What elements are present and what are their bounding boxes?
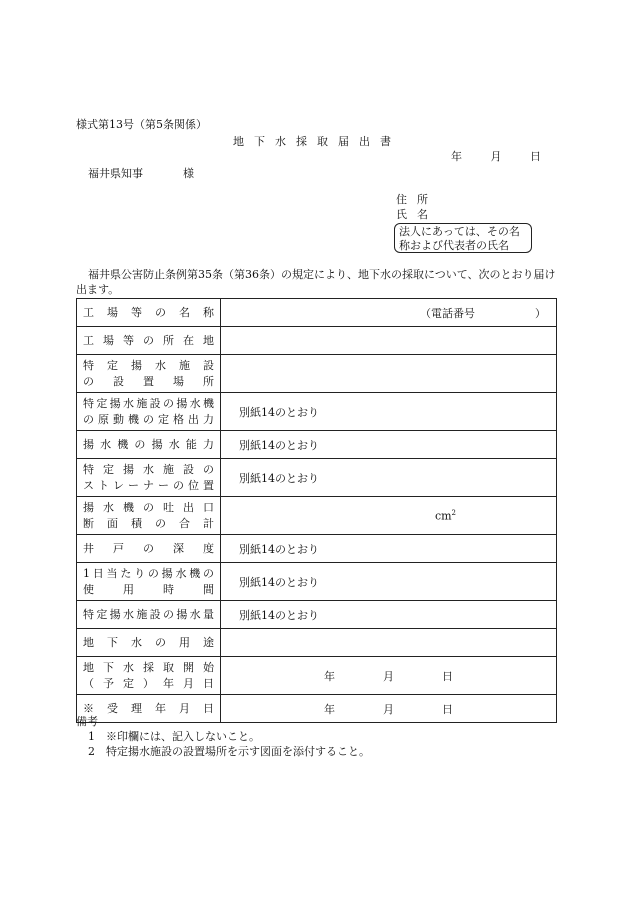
- table-row: [77, 327, 557, 355]
- factory-location-field[interactable]: [221, 327, 557, 355]
- table-row: [77, 657, 557, 695]
- row-label: [77, 393, 221, 431]
- row-label-line1: 1日当たりの揚水機の: [83, 566, 214, 580]
- usage-hours-value[interactable]: 別紙14のとおり: [221, 563, 557, 601]
- form-number: 様式第13号（第5条関係）: [76, 118, 207, 131]
- row-label: 工場等の所在地: [77, 327, 221, 355]
- row-label-line1: 地下水採取開始: [83, 660, 214, 674]
- row-label-line2: （予定）年月日: [83, 676, 214, 690]
- honorific: 様: [183, 167, 194, 180]
- table-row: [77, 355, 557, 393]
- start-date-field[interactable]: [221, 657, 557, 695]
- row-label-line1: 特定揚水施設の揚水機: [83, 396, 214, 410]
- row-label: 地下水の用途: [77, 629, 221, 657]
- name-label: 氏名: [396, 208, 438, 221]
- table-row: [77, 535, 557, 563]
- body-text: 福井県公害防止条例第35条（第36条）の規定により、地下水の採取について、次のとおり届け出ます。: [76, 268, 556, 296]
- receipt-year: 年: [324, 702, 335, 716]
- remark-item: 2 特定揚水施設の設置場所を示す図面を添付すること。: [88, 745, 370, 758]
- row-label: 工場等の名称: [77, 299, 221, 327]
- table-row: [77, 393, 557, 431]
- date-year: 年: [451, 150, 462, 163]
- row-label: 井戸の深度: [77, 535, 221, 563]
- page-title: 地下水採取届出書: [233, 135, 401, 148]
- row-label-line1: 特定揚水施設: [83, 358, 214, 372]
- row-label: [77, 459, 221, 497]
- row-label: [77, 657, 221, 695]
- row-label-line1: 揚水機の吐出口: [83, 500, 214, 514]
- address-label: 住所: [396, 193, 438, 206]
- row-label-line2: 断面積の合計: [83, 516, 214, 530]
- date-month: 月: [490, 150, 502, 163]
- start-year: 年: [324, 669, 335, 683]
- start-day: 日: [442, 669, 453, 683]
- table-row: [77, 497, 557, 535]
- row-label: [77, 563, 221, 601]
- well-depth-value[interactable]: 別紙14のとおり: [221, 535, 557, 563]
- row-label-line2: の設置場所: [83, 374, 214, 388]
- table-row: [77, 629, 557, 657]
- phone-close: ）: [535, 306, 546, 320]
- remarks: [76, 714, 370, 759]
- outlet-area-field[interactable]: [221, 497, 557, 535]
- unit-sup: 2: [451, 508, 456, 517]
- start-month: 月: [383, 669, 394, 683]
- groundwater-use-field[interactable]: [221, 629, 557, 657]
- form-table: [76, 298, 557, 723]
- receipt-month: 月: [383, 702, 394, 716]
- addressee-name: 福井県知事: [88, 167, 143, 180]
- addressee: [88, 165, 194, 181]
- row-label: ※受理年月日: [77, 695, 221, 723]
- table-row: [77, 431, 557, 459]
- unit-cm: cm: [434, 509, 452, 523]
- corporation-note: [394, 223, 532, 253]
- row-label: 特定揚水施設の揚水量: [77, 601, 221, 629]
- submission-date: [451, 148, 541, 164]
- phone-label: （電話番号: [420, 306, 475, 320]
- table-row: [77, 299, 557, 327]
- remarks-title: 備考: [76, 715, 98, 728]
- applicant-block: [396, 192, 438, 222]
- row-label-line2: の原動機の定格出力: [83, 412, 214, 426]
- motor-output-value[interactable]: 別紙14のとおり: [221, 393, 557, 431]
- strainer-position-value[interactable]: 別紙14のとおり: [221, 459, 557, 497]
- row-label: [77, 497, 221, 535]
- factory-name-field[interactable]: [221, 299, 557, 327]
- remark-item: 1 ※印欄には、記入しないこと。: [88, 730, 260, 743]
- table-row: [77, 459, 557, 497]
- row-label: 揚水機の揚水能力: [77, 431, 221, 459]
- corporation-note-line2: 称および代表者の氏名: [399, 239, 509, 252]
- table-row: [77, 563, 557, 601]
- installation-location-field[interactable]: [221, 355, 557, 393]
- corporation-note-line1: 法人にあっては、その名: [399, 225, 520, 238]
- row-label-line2: 使用時間: [83, 582, 214, 596]
- row-label-line1: 特定揚水施設の: [83, 462, 214, 476]
- receipt-day: 日: [442, 702, 453, 716]
- row-label: [77, 355, 221, 393]
- pump-capacity-value[interactable]: 別紙14のとおり: [221, 431, 557, 459]
- table-row: [77, 601, 557, 629]
- pumping-volume-value[interactable]: 別紙14のとおり: [221, 601, 557, 629]
- date-day: 日: [530, 150, 541, 163]
- row-label-line2: ストレーナーの位置: [83, 478, 214, 492]
